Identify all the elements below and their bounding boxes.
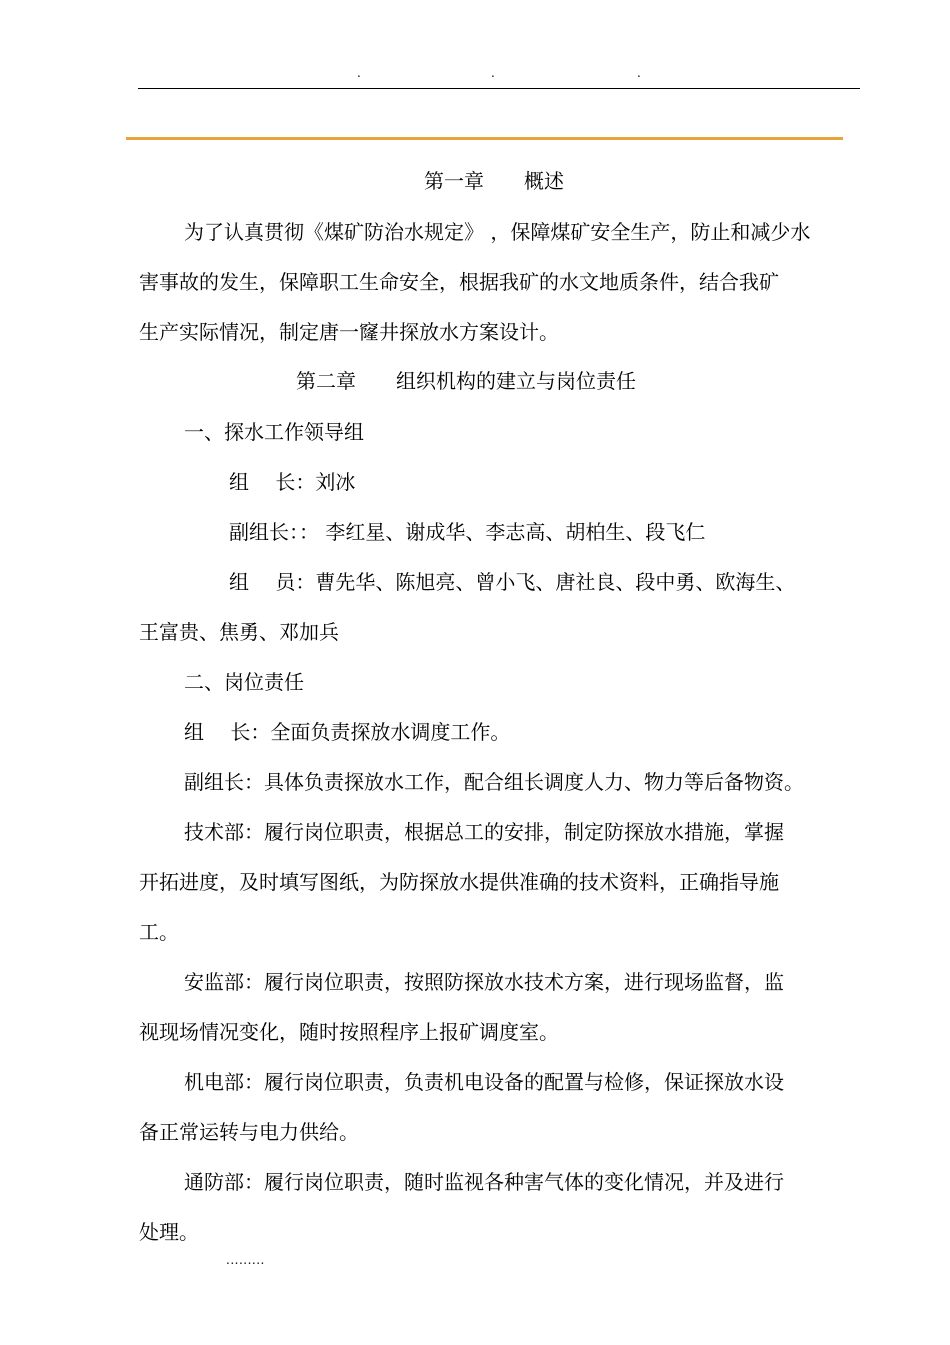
chapter1-title: 第一章 概述	[424, 169, 564, 193]
leader-line: 组 长：刘冰	[229, 470, 356, 494]
duty-safety-line: 安监部：履行岗位职责，按照防探放水技术方案，进行现场监督，监	[184, 970, 784, 994]
header-dot: .	[491, 66, 495, 80]
duty-electro-line: 备正常运转与电力供给。	[139, 1120, 359, 1144]
duty-tech-line: 工。	[139, 920, 179, 944]
chapter2-title: 第二章 组织机构的建立与岗位责任	[296, 369, 636, 393]
duty-leader: 组 长：全面负责探放水调度工作。	[184, 720, 511, 744]
footer-ellipsis: .........	[226, 1253, 265, 1267]
paragraph-line: 为了认真贯彻《煤矿防治水规定》 ，保障煤矿安全生产，防止和减少水	[184, 220, 811, 244]
header-dot: .	[357, 66, 361, 80]
header-rule	[138, 88, 860, 89]
paragraph-line: 害事故的发生，保障职工生命安全，根据我矿的水文地质条件，结合我矿	[139, 270, 779, 294]
section-heading: 一、探水工作领导组	[184, 420, 364, 444]
header-dot: .	[637, 66, 641, 80]
members-line: 组 员：曹先华、陈旭亮、曾小飞、唐社良、段中勇、欧海生、	[229, 570, 796, 594]
duty-deputy: 副组长：具体负责探放水工作，配合组长调度人力、物力等后备物资。	[184, 770, 804, 794]
duty-ventilation-line: 处理。	[139, 1220, 199, 1244]
duty-electro-line: 机电部：履行岗位职责，负责机电设备的配置与检修，保证探放水设	[184, 1070, 784, 1094]
members-line: 王富贵、焦勇、邓加兵	[139, 620, 339, 644]
duty-tech-line: 开拓进度，及时填写图纸，为防探放水提供准确的技术资料，正确指导施	[139, 870, 779, 894]
paragraph-line: 生产实际情况，制定唐一窿井探放水方案设计。	[139, 320, 559, 344]
duty-safety-line: 视现场情况变化，随时按照程序上报矿调度室。	[139, 1020, 559, 1044]
duty-ventilation-line: 通防部：履行岗位职责，随时监视各种害气体的变化情况，并及进行	[184, 1170, 784, 1194]
decorative-gold-rule	[126, 137, 843, 140]
duty-tech-line: 技术部：履行岗位职责，根据总工的安排，制定防探放水措施，掌握	[184, 820, 784, 844]
deputy-leader-line: 副组长：： 李红星、谢成华、李志高、胡柏生、段飞仁	[229, 520, 706, 544]
section-heading: 二、岗位责任	[184, 670, 304, 694]
